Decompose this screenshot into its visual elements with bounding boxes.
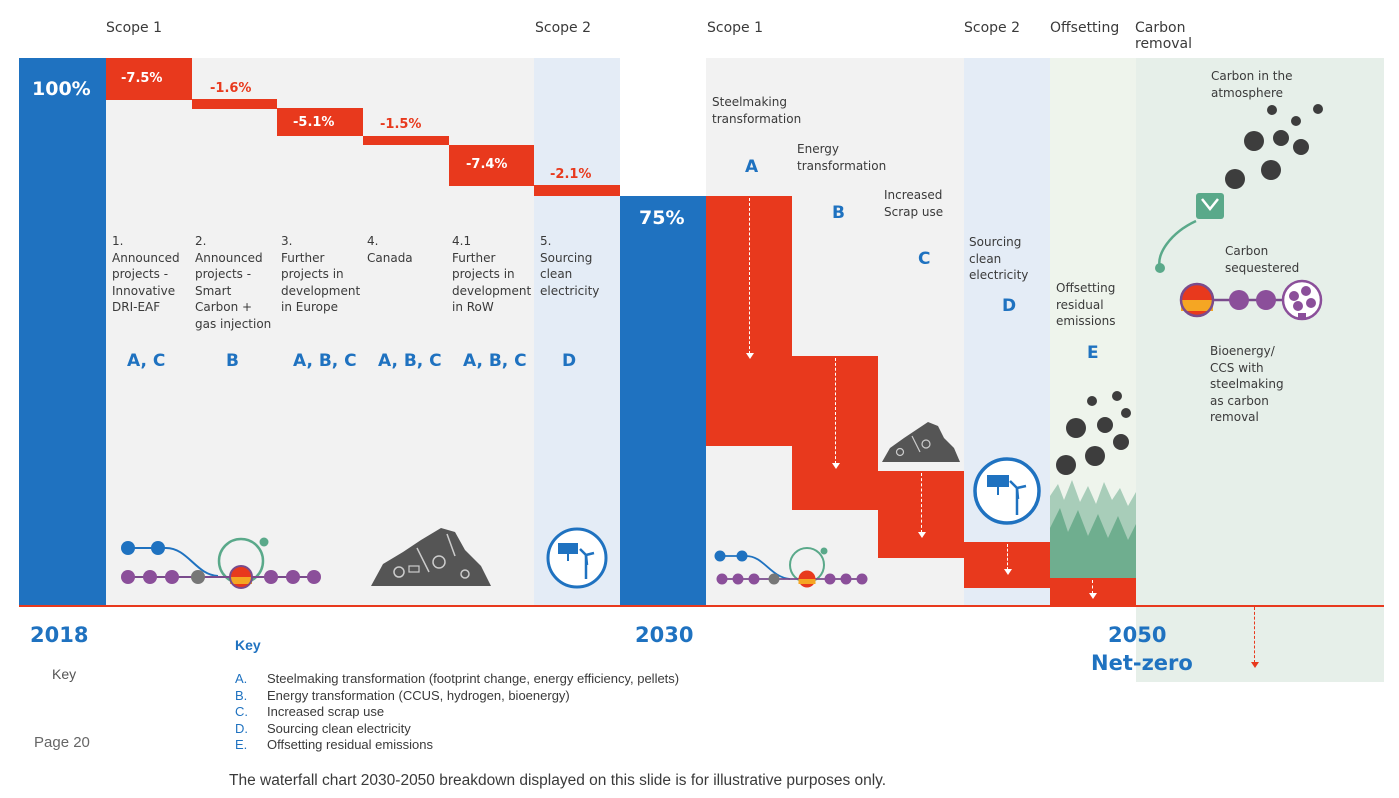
- desc-line: gas injection: [195, 316, 272, 331]
- process-flow-icon: [118, 527, 328, 593]
- scope-label: [1135, 20, 1192, 52]
- label-offsetting-residual: [1056, 280, 1115, 330]
- desc-line: in Europe: [281, 300, 338, 314]
- desc-line: Announced: [112, 250, 180, 265]
- desc-line: 4.: [367, 234, 379, 248]
- desc-line: 1.: [112, 234, 124, 248]
- letter-a: A: [745, 157, 759, 177]
- year-2030: 2030: [635, 623, 694, 647]
- label-line: removal: [1210, 410, 1259, 424]
- arrow-down-icon: [746, 353, 754, 359]
- label-line: atmosphere: [1211, 85, 1283, 100]
- co2-forest-icon: [1050, 388, 1136, 580]
- step-bar: [534, 185, 620, 196]
- panel-scope2-left: [534, 58, 620, 606]
- label-line: Energy: [797, 142, 840, 156]
- step-description: [367, 233, 413, 266]
- key-letter: D.: [235, 720, 248, 736]
- dashed-arrow: [921, 473, 922, 533]
- step-description: [281, 233, 360, 316]
- label-line: Scrap use: [884, 204, 944, 219]
- letter-b: B: [832, 203, 845, 223]
- scope-label: Scope 1: [106, 20, 163, 36]
- arrow-down-icon: [1089, 593, 1097, 599]
- arrow-down-icon: [918, 532, 926, 538]
- scope-label: Scope 1: [707, 20, 764, 36]
- step-value: -1.6%: [210, 81, 252, 96]
- scope-label: Offsetting: [1050, 20, 1120, 36]
- step-letters: D: [562, 351, 577, 371]
- key-list: [235, 671, 679, 754]
- letter-d: D: [1002, 296, 1017, 316]
- label-line: Bioenergy/: [1210, 344, 1275, 358]
- desc-line: Further: [452, 250, 496, 265]
- scrap-heap-icon: [369, 522, 493, 588]
- arrow-down-icon: [1251, 662, 1259, 668]
- label-line: Increased: [884, 188, 943, 202]
- key-title: Key: [235, 637, 261, 653]
- key-item: [235, 671, 679, 688]
- desc-line: Sourcing: [540, 250, 593, 265]
- bar-2018: [19, 58, 106, 606]
- desc-line: development: [281, 283, 361, 298]
- label-line: steelmaking: [1210, 377, 1284, 391]
- label-line: Carbon: [1225, 244, 1269, 258]
- desc-line: Announced: [195, 250, 263, 265]
- desc-line: projects in: [452, 267, 515, 281]
- desc-line: Further: [281, 250, 325, 265]
- label-increased-scrap: [884, 187, 943, 220]
- label-carbon-sequestered: [1225, 243, 1299, 276]
- page-number: Page 20: [34, 734, 90, 751]
- label-line: sequestered: [1225, 260, 1300, 275]
- key-item: [235, 704, 679, 721]
- year-2018: 2018: [30, 623, 89, 647]
- step-letters: B: [226, 351, 239, 371]
- label-bioenergy-ccs: [1210, 343, 1284, 426]
- desc-line: DRI-EAF: [112, 300, 161, 314]
- dashed-arrow: [1254, 607, 1255, 663]
- label-line: CCS with: [1210, 360, 1264, 375]
- key-letter: C.: [235, 704, 248, 719]
- key-letter: B.: [235, 687, 248, 703]
- step-description: [452, 233, 531, 316]
- label-line: Sourcing: [969, 235, 1022, 249]
- label-line: clean: [969, 251, 1002, 266]
- label-steelmaking-transformation: [712, 94, 801, 127]
- arrow-down-icon: [1004, 569, 1012, 575]
- footnote: The waterfall chart 2030-2050 breakdown displayed on this slide is for illustrative purposes only.: [229, 772, 887, 789]
- pct-2030: 75%: [639, 207, 685, 229]
- desc-line: 5.: [540, 234, 552, 248]
- desc-line: in RoW: [452, 300, 494, 314]
- step-value: -1.5%: [380, 117, 422, 132]
- step-letters: A, B, C: [293, 351, 357, 371]
- label-line: electricity: [969, 268, 1029, 282]
- desc-line: projects -: [112, 267, 169, 281]
- dashed-arrow: [835, 358, 836, 464]
- process-flow-icon: [712, 539, 870, 591]
- scope-label: Scope 2: [964, 20, 1021, 36]
- key-text: Sourcing clean electricity: [267, 720, 411, 736]
- key-letter: E.: [235, 737, 248, 752]
- label-line: as carbon: [1210, 393, 1269, 408]
- label-line: transformation: [797, 158, 887, 173]
- desc-line: Smart: [195, 283, 232, 298]
- desc-line: electricity: [540, 283, 600, 298]
- label-carbon-atmosphere: [1211, 68, 1293, 101]
- step-description: [112, 233, 180, 316]
- label-line: residual: [1056, 297, 1104, 312]
- step-description: [195, 233, 271, 332]
- label-line: Offsetting: [1056, 281, 1116, 295]
- key-item: [235, 737, 679, 754]
- label-line: Carbon in the: [1211, 69, 1293, 83]
- letter-e: E: [1087, 343, 1099, 363]
- desc-line: 3.: [281, 234, 293, 248]
- desc-line: development: [452, 283, 532, 298]
- step-letters: A, B, C: [378, 351, 442, 371]
- letter-c: C: [918, 249, 931, 269]
- scrap-heap-icon: [880, 418, 962, 464]
- year-2050: 2050: [1108, 623, 1167, 647]
- solar-wind-icon: [542, 525, 612, 591]
- step-bar-e: [1050, 578, 1136, 606]
- key-text: Energy transformation (CCUS, hydrogen, bioenergy): [267, 687, 570, 703]
- carbon-removal-diagram: [1150, 95, 1380, 335]
- step-bar: [363, 136, 449, 145]
- key-text: Offsetting residual emissions: [267, 737, 433, 752]
- arrow-down-icon: [832, 463, 840, 469]
- solar-wind-icon: [971, 455, 1043, 527]
- desc-line: projects in: [281, 267, 344, 281]
- key-left-label: Key: [52, 666, 77, 682]
- step-letters: A, B, C: [463, 351, 527, 371]
- label-energy-transformation: [797, 141, 886, 174]
- step-value: -7.4%: [466, 157, 508, 172]
- baseline-axis: [19, 605, 1384, 607]
- bar-2030: [620, 196, 706, 606]
- scope-label-line: removal: [1135, 36, 1193, 52]
- label-sourcing-clean: [969, 234, 1028, 284]
- desc-line: 2.: [195, 234, 207, 248]
- key-text: Steelmaking transformation (footprint change, energy efficiency, pellets): [267, 671, 680, 686]
- desc-line: Carbon +: [195, 300, 253, 314]
- key-text: Increased scrap use: [267, 704, 385, 719]
- step-description: [540, 233, 599, 299]
- label-line: transformation: [712, 111, 802, 126]
- step-letters: A, C: [127, 351, 166, 371]
- label-line: emissions: [1056, 314, 1116, 328]
- step-value: -5.1%: [293, 115, 335, 130]
- pct-2018: 100%: [32, 78, 91, 100]
- step-bar: [192, 99, 277, 109]
- desc-line: projects -: [195, 267, 252, 281]
- desc-line: 4.1: [452, 234, 472, 248]
- dashed-arrow: [1007, 544, 1008, 570]
- net-zero-label: Net-zero: [1091, 651, 1193, 675]
- key-item: [235, 721, 679, 738]
- step-value: -7.5%: [121, 71, 163, 86]
- dashed-arrow: [749, 198, 750, 354]
- key-item: [235, 688, 679, 705]
- step-value: -2.1%: [550, 167, 592, 182]
- scope-label-line: Carbon: [1135, 20, 1186, 36]
- desc-line: Innovative: [112, 283, 176, 298]
- key-letter: A.: [235, 671, 248, 686]
- label-line: Steelmaking: [712, 95, 787, 109]
- scope-label: Scope 2: [535, 20, 592, 36]
- dashed-arrow: [1092, 580, 1093, 594]
- desc-line: clean: [540, 267, 573, 281]
- desc-line: Canada: [367, 250, 413, 265]
